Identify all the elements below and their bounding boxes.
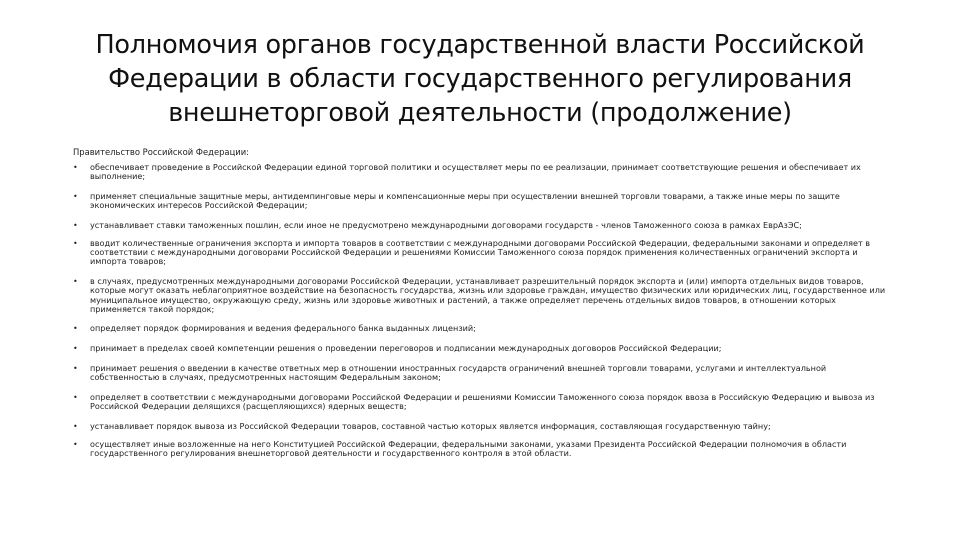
list-item-text: принимает в пределах своей компетенции решения о проведении переговоров и подписании международных договоров Российской Федерации; xyxy=(90,343,722,354)
bullet-list xyxy=(73,163,888,469)
bullet-icon: • xyxy=(73,191,78,201)
intro-text: Правительство Российской Федерации: xyxy=(73,147,249,157)
list-item-text: устанавливает ставки таможенных пошлин, если иное не предусмотрено международными договорами государств - членов Таможенного союза в рамках ЕврАзЭС; xyxy=(90,219,802,230)
list-item xyxy=(73,344,888,353)
list-item-text: обеспечивает проведение в Российской Федерации единой торговой политики и осуществляет меры по ее реализации, принимает соответствующие решения и обеспечивает их выполнение; xyxy=(90,162,861,182)
list-item xyxy=(73,324,888,333)
bullet-icon: • xyxy=(73,421,78,431)
list-item xyxy=(73,277,888,314)
list-item-text: применяет специальные защитные меры, антидемпинговые меры и компенсационные меры при осуществлении внешней торговли товарами, а также иные меры по защите экономических интересов Российской Федерации; xyxy=(90,190,840,211)
list-item xyxy=(73,163,888,181)
list-item-text: в случаях, предусмотренных международными договорами Российской Федерации, устанавливает разрешительный порядок экспорта и (или) импорта отдельных видов товаров, которые могут оказать неблагоприятное воздействие на безопасность государства, жизнь или здоровье граждан, имущество физических или юридических лиц, государственное или муниципальное имущество, окружающую среду, жизнь или здоровье животных и растений, а также определяет перечень отдельных видов товаров, в отношении которых применяется такой порядок; xyxy=(90,276,886,314)
slide-title: Полномочия органов государственной власти Российской Федерации в области государственного регулирования внешнеторговой деятельности (продолжение) xyxy=(95,30,865,128)
bullet-icon: • xyxy=(73,220,78,230)
list-item-text: принимает решения о введении в качестве ответных мер в отношении иностранных государств ограничений внешней торговли товарами, услугами и интеллектуальной собственностью в случаях, предусмотренных настоящим Федеральным законом; xyxy=(90,362,827,383)
list-item xyxy=(73,422,888,431)
list-item xyxy=(73,239,888,267)
list-item-text: осуществляет иные возложенные на него Конституцией Российской Федерации, федеральными законами, указами Президента Российской Федерации полномочия в области государственного регулирования внешнеторговой деятельности и государственного контроля в этой области. xyxy=(90,438,847,459)
list-item xyxy=(73,192,888,210)
list-item xyxy=(73,393,888,411)
list-item xyxy=(73,440,888,458)
list-item-text: определяет в соответствии с международными договорами Российской Федерации и решениями Комиссии Таможенного союза порядок ввоза в Российскую Федерацию и вывоза из Российской Федерации делящихся (расщепляющихся) ядерных веществ; xyxy=(90,391,875,411)
bullet-icon: • xyxy=(73,239,78,249)
bullet-icon: • xyxy=(73,324,78,334)
bullet-icon: • xyxy=(73,163,78,172)
list-item-text: вводит количественные ограничения экспорта и импорта товаров в соответствии с международными договорами Российской Федерации, федеральными законами и определяет в соответствии с международными договорами Российской Федерации и решениями Комиссии Таможенного союза порядок применения количественных ограничений экспорта и импорта товаров; xyxy=(90,238,870,267)
bullet-icon: • xyxy=(73,363,78,373)
list-item xyxy=(73,221,888,230)
bullet-icon: • xyxy=(73,277,78,287)
list-item-text: определяет порядок формирования и ведения федерального банка выданных лицензий; xyxy=(90,323,476,334)
bullet-icon: • xyxy=(73,392,78,402)
bullet-icon: • xyxy=(73,344,78,354)
list-item xyxy=(73,364,888,382)
list-item-text: устанавливает порядок вывоза из Российской Федерации товаров, составной частью которых является информация, составляющая государственную тайну; xyxy=(90,420,771,431)
bullet-icon: • xyxy=(73,439,78,449)
